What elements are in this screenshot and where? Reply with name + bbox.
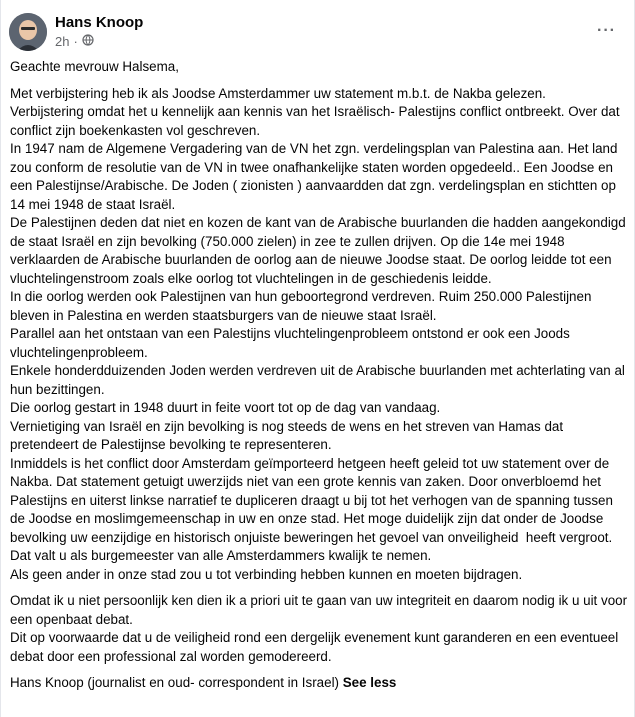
text-line: In die oorlog werden ook Palestijnen van hun geboortegrond verdreven. Ruim 250.000 Palestijnen bleven in Palestina en werden staatsburgers van de nieuwe staat Israël. (10, 289, 596, 323)
text-line: Dat valt u als burgemeester van alle Amsterdammers kwalijk te nemen. (10, 548, 432, 563)
paragraph-invitation (10, 592, 630, 666)
text-line: Dit op voorwaarde dat u de veiligheid rond een dergelijk evenement kunt garanderen en een eventueel debat door een professional zal worden gemodereerd. (10, 630, 622, 664)
text-line: Als geen ander in onze stad zou u tot verbinding hebben kunnen en moeten bijdragen. (10, 566, 523, 582)
text-line: Enkele honderdduizenden Joden werden verdreven uit de Arabische buurlanden met achterlating van al hun bezittingen. (10, 363, 629, 397)
post-header (9, 12, 626, 52)
globe-icon[interactable] (82, 34, 94, 49)
text-line: Verbijstering omdat het u kennelijk aan kennis van het Israëlisch- Palestijns conflict ontbreekt. Over dat conflict zijn boekenkasten vol geschreven. (10, 104, 624, 138)
post-meta: 2h · (55, 34, 94, 49)
post-body (10, 58, 630, 701)
see-less-link[interactable]: See less (342, 675, 397, 690)
more-options-icon[interactable]: ··· (597, 22, 616, 39)
text-line: Omdat ik u niet persoonlijk ken dien ik a priori uit te gaan van uw integriteit en daarom nodig ik u uit voor een openbaat debat. (10, 593, 631, 627)
post-time[interactable]: 2h (55, 34, 70, 49)
text-line: Die oorlog gestart in 1948 duurt in feite voort tot op de dag van vandaag. (10, 400, 441, 415)
author-name[interactable]: Hans Knoop (55, 14, 144, 31)
signature-line (10, 674, 630, 693)
text-line: Parallel aan het ontstaan van een Palestijns vluchtelingenprobleem ontstond er ook een Joods vluchtelingenprobleem. (10, 326, 574, 360)
text-line: In 1947 nam de Algemene Vergadering van de VN het zgn. verdelingsplan van Palestina aan. Het land zou conform de resolutie van de VN in twee onafhankelijke staten worden opgedeeld.. Een Joodse en een Palestijnse/Arabische. De Joden ( zionisten ) aanvaardden dat zgn. verdelingsplan en stichtten op 14 mei 1948 de staat Israël. (10, 141, 622, 212)
text-line: Inmiddels is het conflict door Amsterdam geïmporteerd hetgeen heeft geleid tot uw statement over de Nakba. Dat statement getuigt uwerzijds niet van een grote kennis van zaken. Door onverbloemd het Palestijns en uiterst linkse narratief te dupliceren draagt u bij tot het verhogen van de spanning tussen de Joodse en moslimgemeenschap in uw en onze stad. Het moge duidelijk zijn dat onder de Joodse bevolking uw eenzijdige en historisch onjuiste beweringen het gevoel van onveiligheid heeft vergroot. (10, 455, 617, 545)
greeting: Geachte mevrouw Halsema, (10, 59, 179, 74)
paragraph-main (10, 85, 630, 585)
text-line: De Palestijnen deden dat niet en kozen de kant van de Arabische buurlanden die hadden aangekondigd de staat Israël en zijn bevolking (750.000 zielen) in zee te zullen drijven. Op die 14e mei 1948 verklaarden de Arabische buurlanden de oorlog aan de nieuwe Joodse staat. De oorlog leidde tot een vluchtelingenstroom zoals elke oorlog tot vluchtelingen in de geschiedenis leidde. (10, 215, 630, 286)
signature: Hans Knoop (journalist en oud- correspondent in Israel) (10, 675, 339, 690)
text-line: Met verbijstering heb ik als Joodse Amsterdammer uw statement m.b.t. de Nakba gelezen. (10, 85, 546, 101)
avatar[interactable] (9, 13, 47, 51)
text-line: Vernietiging van Israël en zijn bevolking is nog steeds de wens en het streven van Hamas dat pretendeert de Palestijnse bevolking te representeren. (10, 418, 567, 452)
